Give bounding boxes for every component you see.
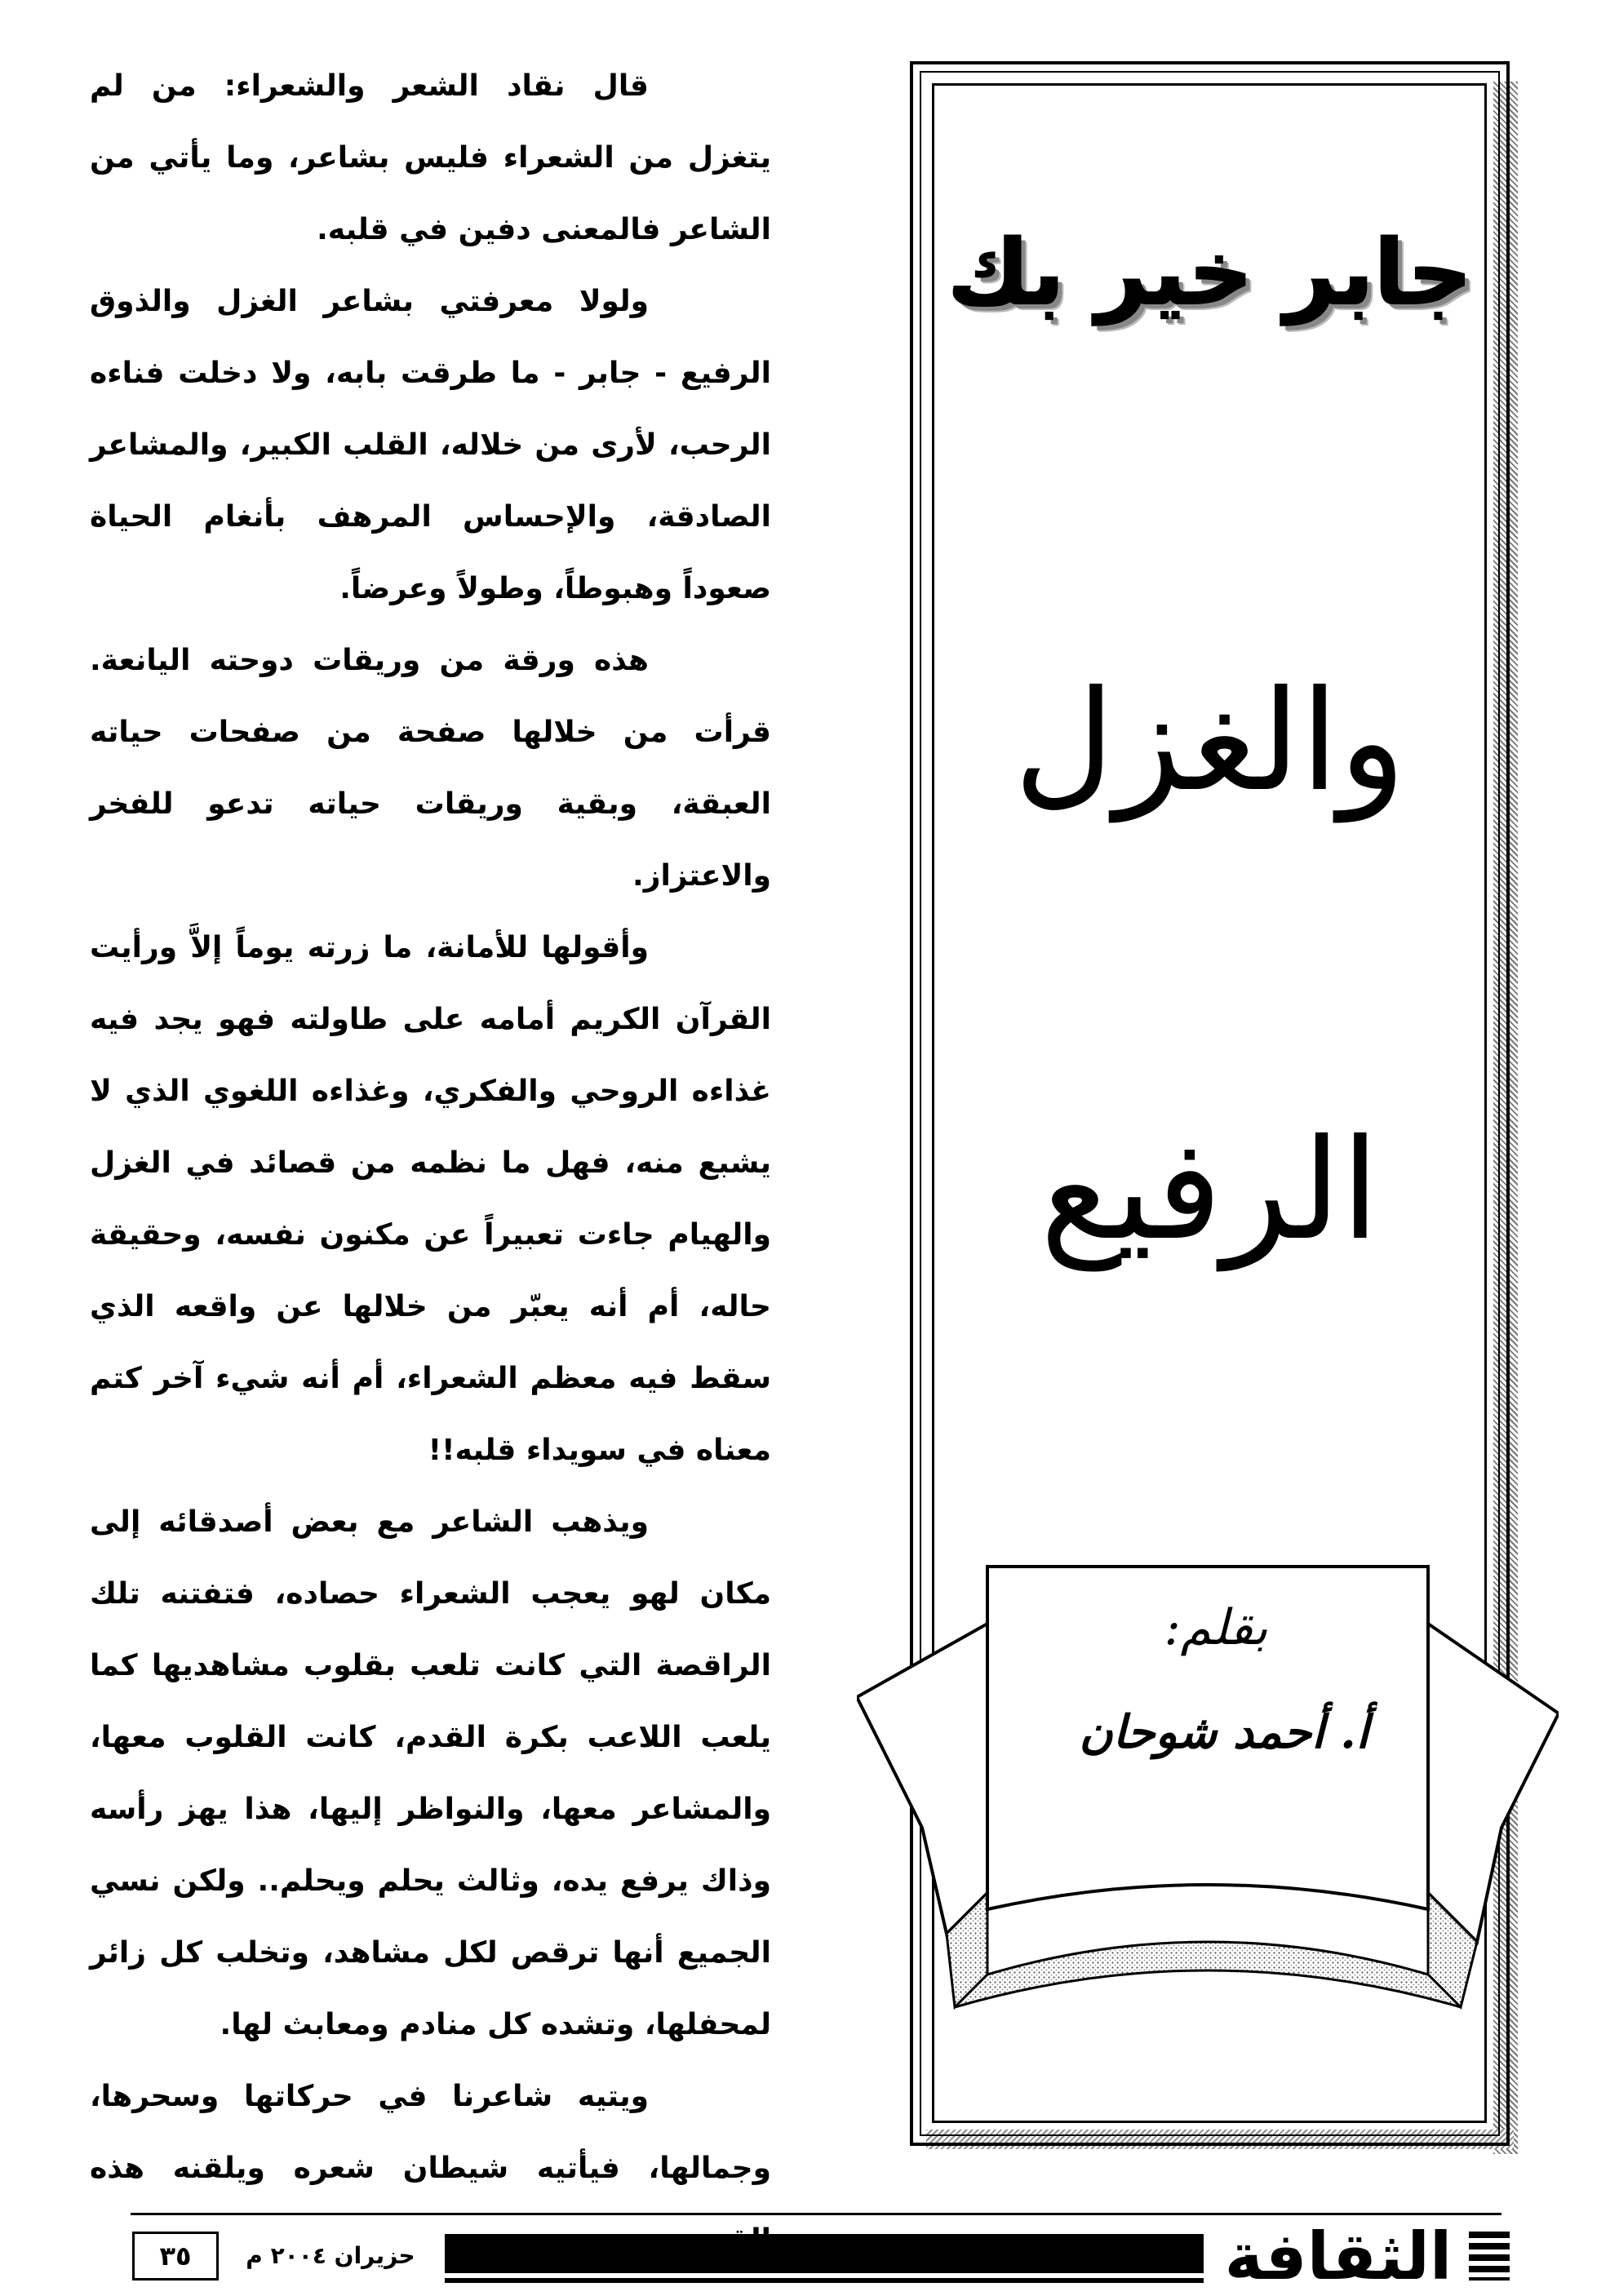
title-word-rafi: الرفيع: [1040, 1110, 1380, 1271]
ribbon-left-tail: [857, 1624, 987, 1934]
paragraph-6: ويتيه شاعرنا في حركاتها وسحرها، وجمالها، فيأتيه شيطان شعره ويلقنه هذه: [90, 2080, 771, 2185]
footer-bar-thin: [445, 2278, 1204, 2283]
magazine-name: الثقافة: [1224, 2218, 1453, 2294]
byline-author: أ. أحمد شوحان: [1079, 1705, 1369, 1759]
ribbon-bottom-curl: [955, 1942, 1461, 2007]
paragraph-4: وأقولها للأمانة، ما زرته يوماً إلاَّ ورأيت القرآن الكريم أمامه على طاولته فهو يجد فيه غذاءه الروحي والفكري، وغذاءه اللغوي الذي لا يشبع منه، فهل ما نظمه من قصائد في الغزل والهيام جاءت تعبيراً عن مكنون نفسه، وحقيقة حاله، أم أنه يعبّر من خلالها عن واقعه الذي سقط فيه معظم الشعراء، أم أنه شيء آخر كتم معناه في سويداء قلبه!!: [90, 931, 771, 1467]
paragraph-2: ولولا معرفتي بشاعر الغزل والذوق الرفيع - جابر - ما طرقت بابه، ولا دخلت فناءه الرحب، لأرى من خلاله، القلب الكبير، والمشاعر الصادقة، والإحساس المرهف بأنغام الحياة صعوداً وهبوطاً، وطولاً وعرضاً.: [90, 285, 771, 605]
footer-rule-top: [131, 2213, 1501, 2215]
paragraph-3: هذه ورقة من وريقات دوحته اليانعة. قرأت من خلالها صفحة من صفحات حياته العبقة، وبقية وريقات حياته تدعو للفخر والاعتزاز.: [90, 644, 771, 893]
paragraph-1: قال نقاد الشعر والشعراء: من لم يتغزل من الشعراء فليس بشاعر، وما يأتي من الشاعر فالمعنى دفين في قلبه.: [90, 69, 771, 246]
footer-bar: [445, 2234, 1204, 2273]
paragraph-5: ويذهب الشاعر مع بعض أصدقائه إلى مكان لهو يعجب الشعراء حصاده، فتفتنه تلك الراقصة التي كانت تلعب بقلوب مشاهديها كما يلعب اللاعب بكرة القدم، كانت القلوب معها، والمشاعر معها، والنواظر إليها، هذا يهز رأسه وذاك يرفع يده، وثالث يحلم ويحلم.. ولكن نسي الجميع أنها ترقص لكل مشاهد، وتخلب كل زائر لمحفلها، وتشده كل منادم ومعابث لها.: [90, 1505, 771, 2041]
issue-date: حزيران ٢٠٠٤ م: [246, 2242, 415, 2269]
page-number: ٣٥: [132, 2232, 219, 2280]
article-body: [90, 51, 771, 2185]
title-word-ghazal: والغزل: [1014, 661, 1406, 822]
title-name: جابر خير بك: [947, 220, 1473, 325]
masthead-stripes: [1469, 2232, 1510, 2280]
ribbon-right-tail: [1428, 1624, 1559, 1942]
byline-label: بقلم:: [1164, 1599, 1268, 1656]
